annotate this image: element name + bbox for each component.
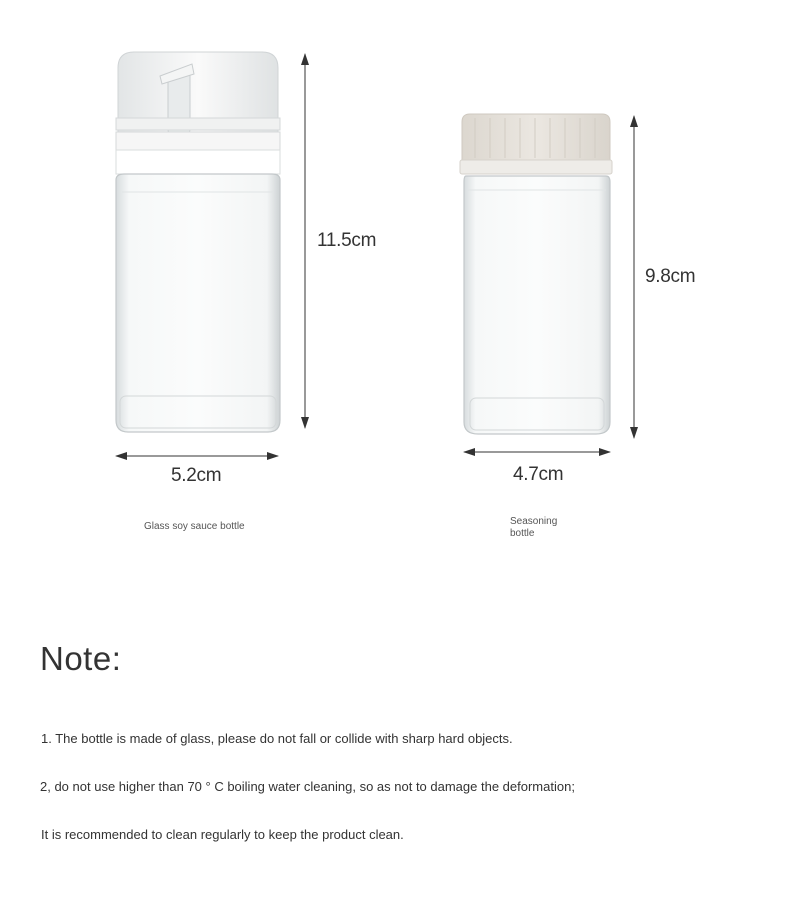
seasoning-bottle-caption: Seasoning bottle [510, 516, 558, 539]
soy-sauce-bottle-image [116, 52, 280, 432]
note-line-3: It is recommended to clean regularly to keep the product clean. [41, 827, 404, 842]
note-title: Note: [40, 640, 122, 677]
soy-bottle-width-label: 5.2cm [171, 465, 222, 486]
seasoning-bottle-image [460, 114, 612, 434]
note-line-2: 2, do not use higher than 70 ° C boiling water cleaning, so as not to damage the deformation; [40, 779, 575, 794]
soy-bottle-height-label: 11.5cm [317, 230, 377, 251]
seasoning-bottle-width-label: 4.7cm [513, 464, 564, 485]
soy-bottle-caption: Glass soy sauce bottle [144, 521, 245, 532]
note-line-1: 1. The bottle is made of glass, please do not fall or collide with sharp hard objects. [41, 731, 513, 746]
seasoning-bottle-height-label: 9.8cm [645, 266, 696, 287]
